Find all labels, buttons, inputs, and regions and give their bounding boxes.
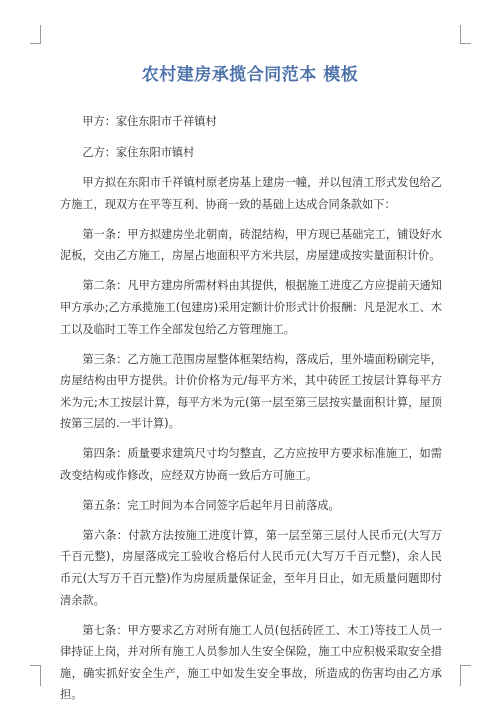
crop-mark-bottom-right [460,665,471,686]
intro-paragraph: 甲方拟在东阳市千祥镇村原老房基上建房一幢，并以包清工形式发包给乙方施工，现双方在平等互利、协商一致的基础上达成合同条款如下： [60,176,442,211]
article-3: 第三条：乙方施工范围房屋整体框架结构，落成后，里外墙面粉刷完毕，房屋结构由甲方提供。计价价格为元/每平方米，其中砖匠工按层计算每平方米为元;木工按层计算，每平方米为元(第一层至第三层按实量面积计算，屋顶按第三层的.一半计算)。 [60,352,442,431]
article-5: 第五条：完工时间为本合同签字后起年月日前落成。 [82,498,340,512]
document-title: 农村建房承揽合同范本 模板 [141,65,359,85]
crop-mark-bottom-left [30,665,41,686]
article-4: 第四条：质量要求建筑尺寸均匀整直，乙方应按甲方要求标准施工，如需改变结构或作修改，应经双方协商一致后方可施工。 [60,447,442,482]
article-6: 第六条：付款方法按施工进度计算，第一层至第三层付人民币元(大写万千百元整)，房屋落成完工验收合格后付人民币元(大写万千百元整)，余人民币元(大写万千百元整)作为房屋质量保证金，至年月日止，如无质量问题即付清余款。 [60,528,442,607]
crop-mark-top-right [460,25,471,44]
party-b-line: 乙方：家住东阳市镇村 [82,145,195,159]
article-7: 第七条：甲方要求乙方对所有施工人员(包括砖匠工、木工)等技工人员一律持证上岗，并对所有施工人员参加人生安全保险，施工中应积极采取安全措施，确实抓好安全生产，施工中如发生安全事故，所造成的伤害均由乙方承担。 [60,623,442,702]
party-a-line: 甲方：家住东阳市千祥镇村 [82,115,217,128]
crop-mark-top-left [30,25,41,44]
article-1: 第一条：甲方拟建房坐北朝南，砖混结构，甲方现已基础完工，铺设好水泥板，交由乙方施工，房屋占地面积平方米共层，房屋建成按实量面积计价。 [60,227,442,263]
document-body [60,111,442,714]
article-2: 第二条：凡甲方建房所需材料由其提供，根据施工进度乙方应提前天通知甲方承办;乙方承揽施工(包建房)采用定额计价形式计价报酬：凡是泥水工、木工以及临时工等工作全部发包给乙方管理施工。 [60,279,442,336]
